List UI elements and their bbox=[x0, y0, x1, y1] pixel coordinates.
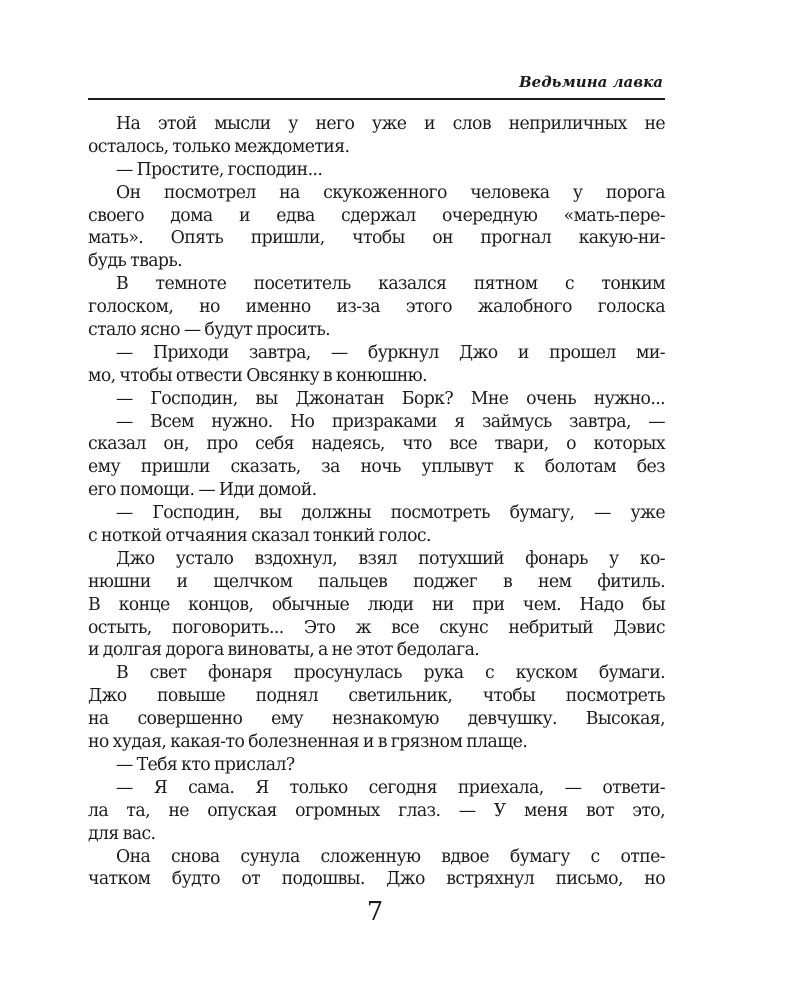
text-line: сказал он, про себя надеясь, что все твари, о которых bbox=[88, 434, 665, 455]
header-divider bbox=[88, 98, 665, 100]
text-line: для вас. bbox=[88, 823, 156, 844]
text-line: — Господин, вы должны посмотреть бумагу, — уже bbox=[116, 503, 665, 524]
text-line: В темноте посетитель казался пятном с тонким bbox=[116, 274, 665, 295]
text-line: ему пришли сказать, за ночь уплывут к болотам без bbox=[88, 457, 665, 478]
text-line: Джо повыше поднял светильник, чтобы посмотреть bbox=[88, 686, 665, 707]
text-line: — Тебя кто прислал? bbox=[116, 754, 295, 775]
text-line: чатком будто от подошвы. Джо встряхнул письмо, но bbox=[88, 869, 665, 890]
text-line: своего дома и едва сдержал очередную «мать-пере- bbox=[88, 205, 665, 226]
text-line: Она снова сунула сложенную вдвое бумагу с отпе- bbox=[116, 846, 665, 867]
text-line: и долгая дорога виноваты, а не этот бедолага. bbox=[88, 640, 480, 661]
text-line: на совершенно ему незнакомую девчушку. Высокая, bbox=[88, 709, 665, 730]
text-line: осталось, только междометия. bbox=[88, 136, 350, 157]
text-line: его помощи. — Иди домой. bbox=[88, 480, 317, 501]
text-line: — Простите, господин... bbox=[116, 159, 323, 180]
text-line: мать». Опять пришли, чтобы он прогнал какую-ни- bbox=[88, 228, 665, 249]
text-line: голоском, но именно из-за этого жалобного голоска bbox=[88, 297, 665, 318]
text-line: остыть, поговорить... Это ж все скунс небритый Дэвис bbox=[88, 617, 665, 638]
text-line: — Всем нужно. Но призраками я займусь завтра, — bbox=[116, 411, 665, 432]
text-line: Он посмотрел на скукоженного человека у порога bbox=[116, 182, 665, 203]
text-line: но худая, какая-то болезненная и в грязном плаще. bbox=[88, 732, 528, 753]
text-line: — Я сама. Я только сегодня приехала, — ответи- bbox=[116, 777, 665, 798]
text-line: — Господин, вы Джонатан Борк? Мне очень нужно... bbox=[116, 388, 665, 409]
text-line: стало ясно — будут просить. bbox=[88, 320, 331, 341]
text-line: На этой мысли у него уже и слов неприличных не bbox=[116, 114, 665, 134]
text-line: В конце концов, обычные люди ни при чем. Надо бы bbox=[88, 594, 665, 615]
text-line: ла та, не опуская огромных глаз. — У меня вот это, bbox=[88, 800, 665, 821]
page-number: 7 bbox=[366, 897, 384, 927]
text-line: нюшни и щелчком пальцев поджег в нем фитиль. bbox=[88, 571, 665, 592]
text-line: В свет фонаря просунулась рука с куском бумаги. bbox=[116, 663, 665, 684]
text-line: будь тварь. bbox=[88, 251, 183, 272]
text-line: с ноткой отчаяния сказал тонкий голос. bbox=[88, 526, 431, 547]
body-text bbox=[88, 113, 665, 891]
running-title: Ведьмина лавка bbox=[518, 73, 663, 91]
text-line: Джо устало вздохнул, взял потухший фонарь у ко- bbox=[116, 548, 665, 569]
text-line: мо, чтобы отвести Овсянку в конюшню. bbox=[88, 365, 428, 386]
text-line: — Приходи завтра, — буркнул Джо и прошел ми- bbox=[116, 342, 665, 363]
